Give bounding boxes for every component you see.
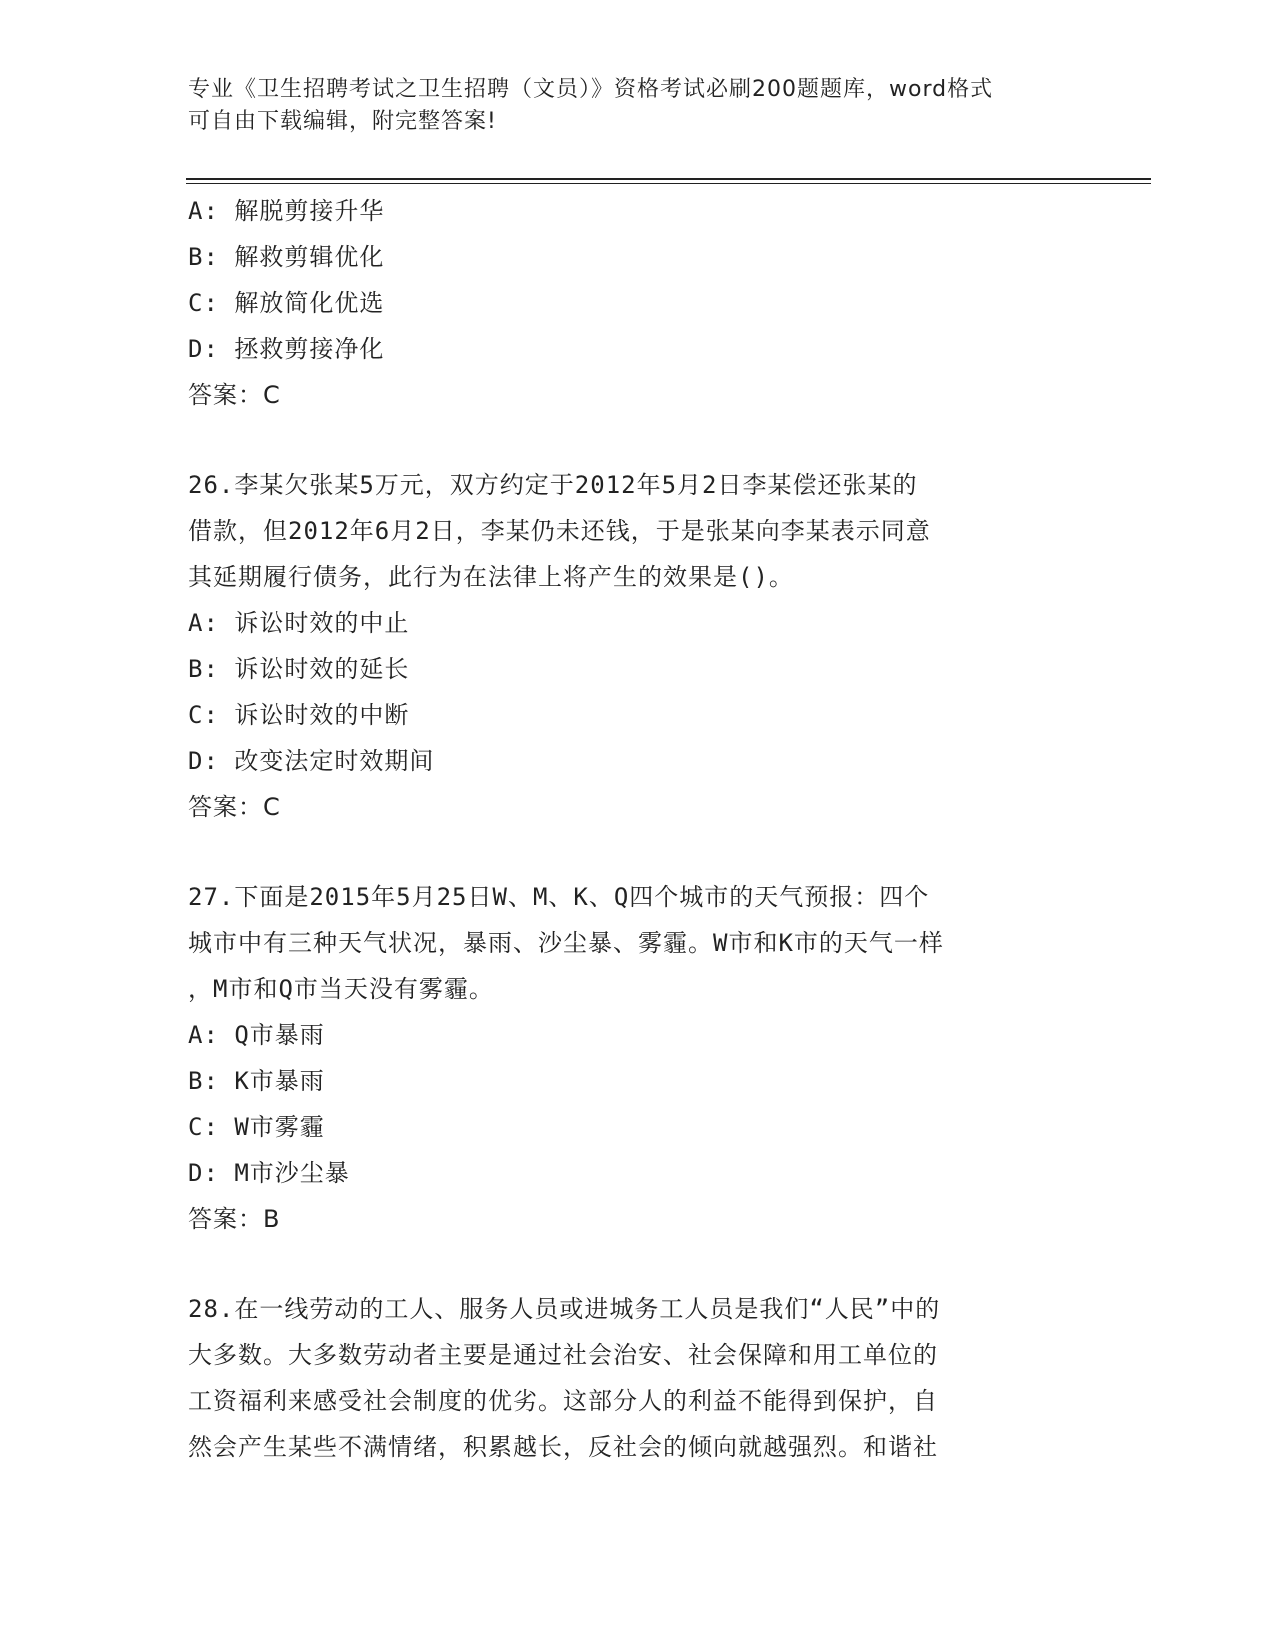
answer: 答案：C	[188, 381, 281, 409]
option-c: C: 诉讼时效的中断	[188, 701, 410, 729]
question-stem-line: 其延期履行债务，此行为在法律上将产生的效果是()。	[188, 563, 794, 591]
option-a: A: 解脱剪接升华	[188, 197, 385, 225]
option-d: D: 改变法定时效期间	[188, 747, 435, 775]
question-28	[188, 1286, 1088, 1470]
option-b: B: 解救剪辑优化	[188, 243, 385, 271]
option-c: C: 解放简化优选	[188, 289, 385, 317]
question-stem-line: 城市中有三种天气状况，暴雨、沙尘暴、雾霾。W市和K市的天气一样	[188, 929, 944, 957]
option-c: C: W市雾霾	[188, 1113, 325, 1141]
question-stem-line: 26.李某欠张某5万元，双方约定于2012年5月2日李某偿还张某的	[188, 471, 918, 499]
question-26	[188, 462, 1088, 830]
document-header	[188, 74, 1088, 138]
question-stem-line: 借款，但2012年6月2日，李某仍未还钱，于是张某向李某表示同意	[188, 517, 931, 545]
question-stem-line: 28.在一线劳动的工人、服务人员或进城务工人员是我们“人民”中的	[188, 1295, 941, 1323]
question-stem-line: 大多数。大多数劳动者主要是通过社会治安、社会保障和用工单位的	[188, 1341, 938, 1369]
option-a: A: 诉讼时效的中止	[188, 609, 410, 637]
question-stem-line: 工资福利来感受社会制度的优劣。这部分人的利益不能得到保护，自	[188, 1387, 938, 1415]
question-stem-line: 然会产生某些不满情绪，积累越长，反社会的倾向就越强烈。和谐社	[188, 1433, 938, 1461]
option-d: D: 拯救剪接净化	[188, 335, 385, 363]
header-divider-thick	[186, 178, 1151, 180]
question-25	[188, 188, 1088, 418]
question-stem-line: 27.下面是2015年5月25日W、M、K、Q四个城市的天气预报：四个	[188, 883, 930, 911]
option-b: B: 诉讼时效的延长	[188, 655, 410, 683]
answer: 答案：C	[188, 793, 281, 821]
header-line-2: 可自由下载编辑，附完整答案!	[188, 109, 497, 134]
header-divider-thin	[186, 183, 1151, 184]
question-list	[188, 188, 1088, 1470]
question-stem-line: ，M市和Q市当天没有雾霾。	[188, 975, 494, 1003]
question-27	[188, 874, 1088, 1242]
answer: 答案：B	[188, 1205, 281, 1233]
option-b: B: K市暴雨	[188, 1067, 325, 1095]
option-a: A: Q市暴雨	[188, 1021, 325, 1049]
header-line-1: 专业《卫生招聘考试之卫生招聘（文员）》资格考试必刷200题题库，word格式	[188, 77, 994, 102]
option-d: D: M市沙尘暴	[188, 1159, 350, 1187]
